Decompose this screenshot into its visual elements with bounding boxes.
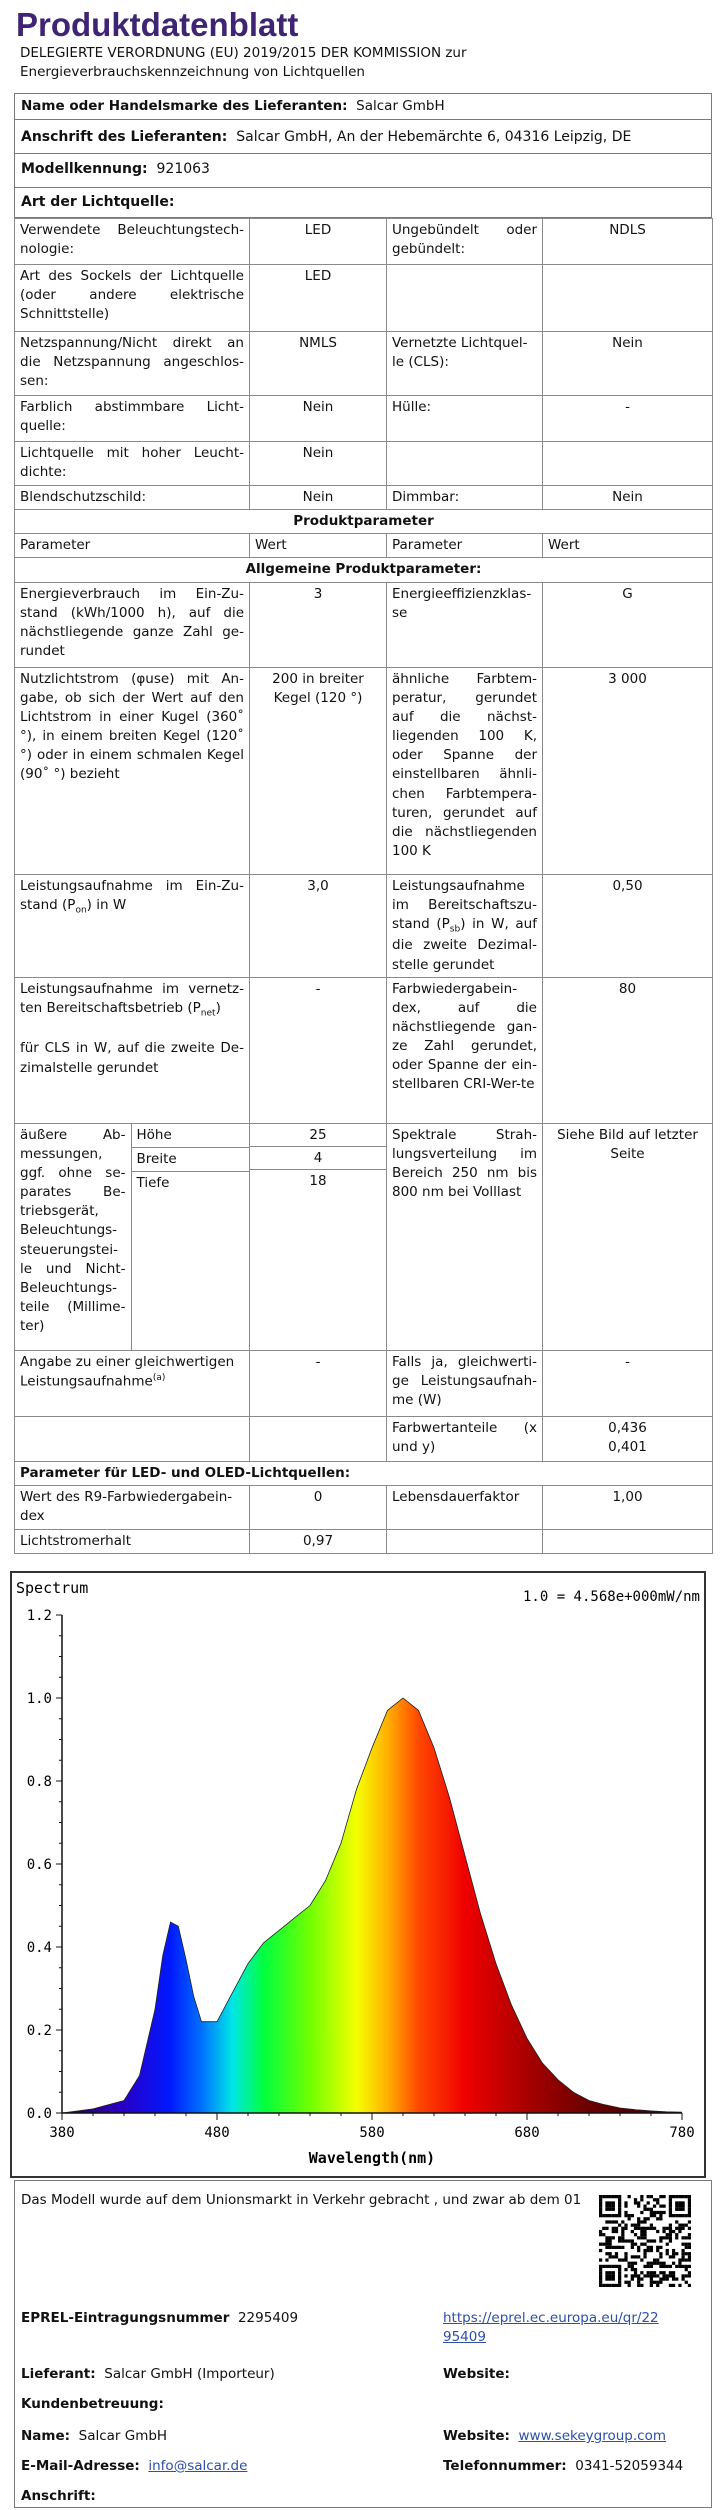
email-row xyxy=(21,2457,247,2476)
glare-value: Nein xyxy=(250,486,387,510)
table-row xyxy=(15,332,713,396)
lumen-maintenance-value: 0,97 xyxy=(250,1529,387,1553)
y-tick-label: 1.0 xyxy=(26,1691,52,1707)
chart-title: Spectrum xyxy=(16,1579,89,1597)
lifetime-factor-label: Lebensdauerfaktor xyxy=(387,1485,543,1529)
chromaticity-y: 0,401 xyxy=(608,1438,647,1455)
light-source-heading xyxy=(14,188,712,218)
dimensions-table xyxy=(15,1124,249,1350)
cct-label: ähnliche Farbtem-peratur, gerundet auf die nächst-liegenden 100 K, oder Spanne der einstellbaren ähnli-chen Farbtempera-turen, gerundet auf die nächstliegenden 100 K xyxy=(387,667,543,874)
psb-subscript: sb xyxy=(449,924,461,935)
x-tick-label: 680 xyxy=(514,2125,540,2141)
table-row xyxy=(15,558,713,582)
r9-label: Wert des R9-Farbwiedergabein-dex xyxy=(15,1485,250,1529)
chromaticity-x: 0,436 xyxy=(608,1419,647,1436)
cct-value: 3 000 xyxy=(543,667,713,874)
name-value: Salcar GmbH xyxy=(78,2428,168,2444)
tunable-label: Farblich abstimmbare Licht-quelle: xyxy=(15,396,250,442)
name-label: Name: xyxy=(21,2428,71,2444)
table-row xyxy=(15,396,713,442)
high-luminance-value: Nein xyxy=(250,442,387,486)
page-title: Produktdatenblatt xyxy=(16,6,299,43)
email-link[interactable]: info@salcar.de xyxy=(148,2458,248,2474)
mains-label: Netzspannung/Nicht direkt an die Netzspannung angeschlos-sen: xyxy=(15,332,250,396)
table-row xyxy=(15,219,713,265)
eprel-row xyxy=(21,2309,298,2328)
y-tick-label: 0.0 xyxy=(26,2106,52,2122)
website2-row xyxy=(443,2427,666,2446)
qr-code-svg xyxy=(599,2195,691,2287)
x-tick-label: 380 xyxy=(49,2125,75,2141)
table-row xyxy=(15,874,713,977)
equiv-label-text: Angabe zu einer gleichwertigen Leistungsaufnahme xyxy=(20,1353,235,1390)
equivalent-power-w-label: Falls ja, gleichwerti-ge Leistungsaufnah-me (W) xyxy=(387,1350,543,1416)
table-row xyxy=(15,1529,713,1553)
supplier-address-label: Anschrift des Lieferanten: xyxy=(21,129,228,145)
column-header-parameter: Parameter xyxy=(387,534,543,558)
cri-value: 80 xyxy=(543,977,713,1123)
light-source-table xyxy=(14,218,713,1554)
pon-subscript: on xyxy=(75,905,87,916)
column-header-value: Wert xyxy=(250,534,387,558)
address-label: Anschrift: xyxy=(21,2488,96,2504)
eprel-link-part: https://eprel.ec.europa.eu/qr/22 xyxy=(443,2310,659,2326)
y-tick-label: 0.2 xyxy=(26,2023,52,2039)
qr-code-icon[interactable] xyxy=(599,2195,691,2287)
table-row xyxy=(15,667,713,874)
table-row xyxy=(15,510,713,534)
table-row xyxy=(15,265,713,332)
y-tick-label: 0.6 xyxy=(26,1857,52,1873)
y-tick-label: 0.8 xyxy=(26,1774,52,1790)
cap-label: Art des Sockels der Lichtquelle (oder andere elektrische Schnittstelle) xyxy=(15,265,250,332)
energy-class-value: G xyxy=(543,582,713,667)
pon-label-text: ) in W xyxy=(86,896,127,913)
eprel-value: 2295409 xyxy=(237,2310,299,2326)
empty-cell xyxy=(387,1529,543,1553)
dimensions-cell xyxy=(15,1123,250,1350)
spectrum-svg xyxy=(12,1573,704,2176)
y-tick-label: 0.4 xyxy=(26,1940,52,1956)
model-row xyxy=(14,154,712,188)
table-row xyxy=(15,977,713,1123)
equivalent-power-label xyxy=(15,1350,250,1416)
phone-row xyxy=(443,2457,683,2476)
lieferant-label: Lieferant: xyxy=(21,2366,96,2382)
dimensions-label: äußere Ab-messungen, ggf. ohne se-parates Be-triebsgerät, Beleuchtungs-steuerungstei-le und Nicht-Beleuchtungs-teile (Millime-ter) xyxy=(15,1124,131,1350)
connected-label: Vernetzte Lichtquel-le (CLS): xyxy=(387,332,543,396)
x-axis-label: Wavelength(nm) xyxy=(308,2149,436,2167)
empty-cell xyxy=(543,1529,713,1553)
on-mode-power-label xyxy=(15,874,250,977)
energy-consumption-label: Energieverbrauch im Ein-Zu-stand (kWh/1000 h), auf die nächstliegende ganze Zahl ge-rundet xyxy=(15,582,250,667)
pnet-label-text: ) xyxy=(215,999,221,1016)
cri-label: Farbwiedergabein-dex, auf die nächstliegende gan-ze Zahl gerundet, oder Spanne der ein-stellbaren CRI-Wer-te xyxy=(387,977,543,1123)
supplier-row xyxy=(21,2365,275,2384)
email-label: E-Mail-Adresse: xyxy=(21,2458,140,2474)
empty-cell xyxy=(131,1195,249,1350)
equivalent-power-value: - xyxy=(250,1350,387,1416)
table-row xyxy=(15,582,713,667)
website-label: Website: xyxy=(443,2366,510,2382)
supplier-address-row xyxy=(14,120,712,154)
table-row xyxy=(15,1485,713,1529)
phone-value: 0341-52059344 xyxy=(575,2458,684,2474)
model-value: 921063 xyxy=(156,161,210,177)
dimmable-value: Nein xyxy=(543,486,713,510)
table-row xyxy=(15,1461,713,1485)
envelope-value: - xyxy=(543,396,713,442)
tech-value: LED xyxy=(250,219,387,265)
spectrum-area xyxy=(62,1698,682,2113)
depth-value: 18 xyxy=(309,1172,327,1189)
energy-class-label: Energieeffizienzklas-se xyxy=(387,582,543,667)
customer-service-label: Kundenbetreuung: xyxy=(21,2396,164,2412)
dimmable-label: Dimmbar: xyxy=(387,486,543,510)
x-tick-label: 480 xyxy=(204,2125,230,2141)
table-row xyxy=(15,534,713,558)
supplier-address-value: Salcar GmbH, An der Hebemärchte 6, 04316 Leipzig, DE xyxy=(236,129,632,145)
table-row xyxy=(15,1350,713,1416)
empty-cell xyxy=(543,442,713,486)
regulation-text: DELEGIERTE VERORDNUNG (EU) 2019/2015 DER KOMMISSION zur Energieverbrauchskennzeichnung von Lichtquellen xyxy=(20,45,467,81)
x-tick-label: 580 xyxy=(359,2125,385,2141)
equiv-footnote: (a) xyxy=(152,1372,166,1383)
lieferant-value: Salcar GmbH (Importeur) xyxy=(104,2366,275,2382)
empty-cell xyxy=(387,265,543,332)
pnet-label-text: für CLS in W, auf die zweite De-zimalstelle gerundet xyxy=(20,1040,244,1076)
name-row xyxy=(21,2427,167,2446)
eprel-link-part: 95409 xyxy=(443,2329,486,2346)
empty-cell xyxy=(250,1416,387,1461)
useful-flux-label: Nutzlichtstrom (φuse) mit An-gabe, ob sich der Wert auf den Lichtstrom in einer Kugel (360˚ °), in einem breiten Kegel (120˚ °) oder in einem schmalen Kegel (90˚ °) bezieht xyxy=(15,667,250,874)
chromaticity-value xyxy=(543,1416,713,1461)
chromaticity-label: Farbwertanteile (x und y) xyxy=(387,1416,543,1461)
empty-cell xyxy=(15,1416,250,1461)
pnet-label-text: Leistungsaufnahme im vernetz-ten Bereitschaftsbetrieb (P xyxy=(20,980,244,1016)
equivalent-power-w-value: - xyxy=(543,1350,713,1416)
supplier-name-row xyxy=(14,93,712,120)
depth-label: Tiefe xyxy=(136,1175,170,1192)
column-header-value: Wert xyxy=(543,534,713,558)
networked-standby-label xyxy=(15,977,250,1123)
model-label: Modellkennung: xyxy=(21,161,148,177)
x-tick-label: 780 xyxy=(669,2125,695,2141)
supplier-name-label: Name oder Handelsmarke des Lieferanten: xyxy=(21,98,348,114)
chart-annotation: 1.0 = 4.568e+000mW/nm xyxy=(522,1589,700,1605)
r9-value: 0 xyxy=(250,1485,387,1529)
connected-value: Nein xyxy=(543,332,713,396)
website-link[interactable]: www.sekeygroup.com xyxy=(518,2428,666,2444)
envelope-label: Hülle: xyxy=(387,396,543,442)
tech-label: Verwendete Beleuchtungstech-nologie: xyxy=(15,219,250,265)
general-parameters-heading: Allgemeine Produktparameter: xyxy=(15,558,713,582)
phone-label: Telefonnummer: xyxy=(443,2458,567,2474)
useful-flux-value: 200 in breiter Kegel (120 °) xyxy=(250,667,387,874)
nondirectional-value: NDLS xyxy=(543,219,713,265)
pon-label-text: Leistungsaufnahme im Ein-Zu-stand (P xyxy=(20,877,244,913)
table-row xyxy=(15,486,713,510)
glare-label: Blendschutzschild: xyxy=(15,486,250,510)
width-value: 4 xyxy=(250,1147,386,1170)
psb-label-text: ) in W, auf die zweite Dezimal-stelle gerundet xyxy=(392,915,537,973)
supplier-name-value: Salcar GmbH xyxy=(356,98,445,114)
standby-power-label xyxy=(387,874,543,977)
high-luminance-label: Lichtquelle mit hoher Leucht-dichte: xyxy=(15,442,250,486)
column-header-parameter: Parameter xyxy=(15,534,250,558)
pnet-subscript: net xyxy=(200,1008,216,1019)
networked-standby-value: - xyxy=(250,977,387,1123)
tunable-value: Nein xyxy=(250,396,387,442)
product-parameters-heading: Produktparameter xyxy=(15,510,713,534)
eprel-link[interactable] xyxy=(443,2309,683,2347)
standby-power-value: 0,50 xyxy=(543,874,713,977)
table-row xyxy=(15,1124,249,1148)
eprel-label: EPREL-Eintragungsnummer xyxy=(21,2310,230,2326)
table-row xyxy=(15,1123,713,1350)
nondirectional-label: Ungebündelt oder gebündelt: xyxy=(387,219,543,265)
psb-label-text: Leistungsaufnahme im Bereitschaftszu-stand (P xyxy=(392,877,537,932)
height-value: 25 xyxy=(250,1124,386,1147)
light-source-heading-text: Art der Lichtquelle: xyxy=(21,194,175,210)
width-label: Breite xyxy=(131,1147,249,1171)
empty-cell xyxy=(387,442,543,486)
footer-section xyxy=(14,2180,712,2508)
y-tick-label: 1.2 xyxy=(26,1608,52,1624)
empty-cell xyxy=(543,265,713,332)
height-label: Höhe xyxy=(131,1124,249,1148)
table-row xyxy=(15,442,713,486)
energy-consumption-value: 3 xyxy=(250,582,387,667)
market-date-text: Das Modell wurde auf dem Unionsmarkt in Verkehr gebracht , und zwar ab dem 01 xyxy=(21,2192,582,2208)
cap-value: LED xyxy=(250,265,387,332)
spectral-distribution-value: Siehe Bild auf letzter Seite xyxy=(543,1123,713,1350)
dimensions-values-cell xyxy=(250,1123,387,1350)
spectrum-chart xyxy=(10,1571,706,2178)
lifetime-factor-value: 1,00 xyxy=(543,1485,713,1529)
led-parameters-heading: Parameter für LED- und OLED-Lichtquellen: xyxy=(15,1461,713,1485)
lumen-maintenance-label: Lichtstromerhalt xyxy=(15,1529,250,1553)
table-row xyxy=(15,1416,713,1461)
website2-label: Website: xyxy=(443,2428,510,2444)
spectral-distribution-label: Spektrale Strah-lungsverteilung im Bereich 250 nm bis 800 nm bei Volllast xyxy=(387,1123,543,1350)
on-mode-power-value: 3,0 xyxy=(250,874,387,977)
mains-value: NMLS xyxy=(250,332,387,396)
